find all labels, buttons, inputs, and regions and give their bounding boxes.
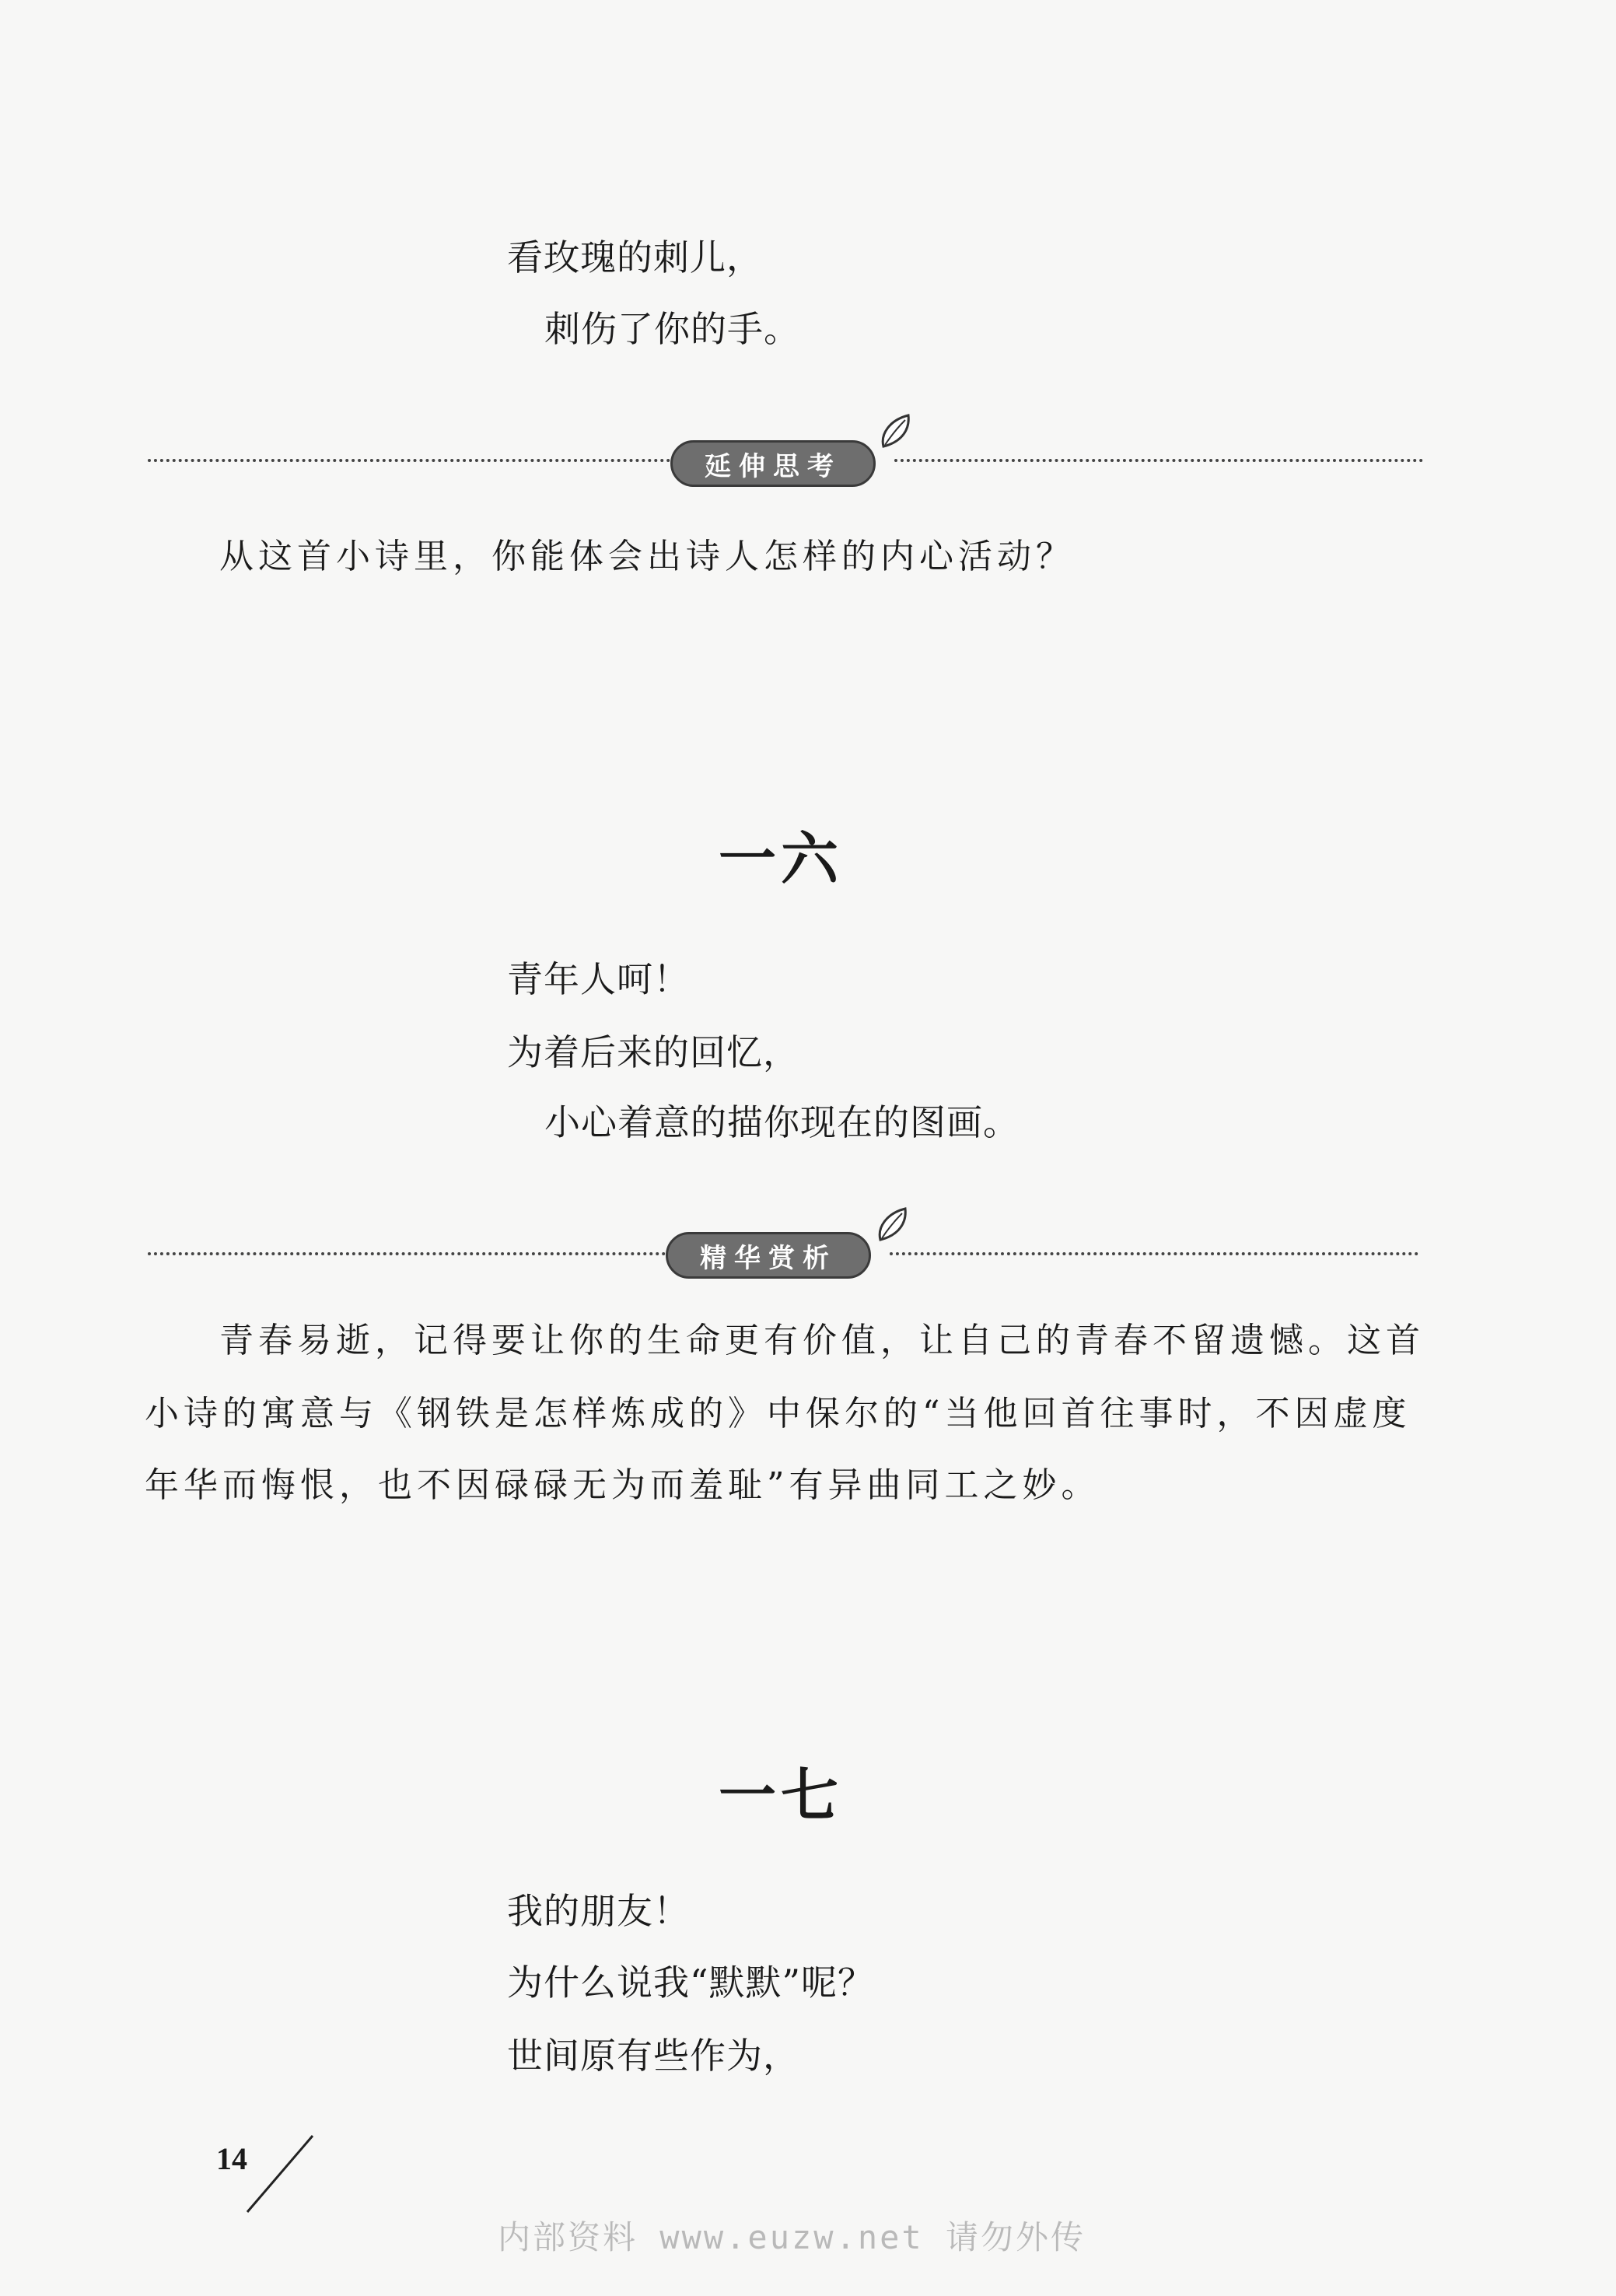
poem-line: 世间原有些作为， (507, 2035, 799, 2077)
analysis-line: 小诗的寓意与《钢铁是怎样炼成的》中保尔的“当他回首往事时，不因虚度 (145, 1394, 1411, 1433)
poem-heading: 一六 (719, 826, 843, 893)
analysis-line: 青春易逝，记得要让你的生命更有价值，让自己的青春不留遗憾。这首 (219, 1321, 1425, 1360)
dotted-divider (148, 1252, 666, 1255)
poem-line: 为什么说我“默默”呢？ (507, 1962, 875, 2004)
dotted-divider (890, 1252, 1418, 1255)
poem-line: 青年人呵！ (507, 958, 690, 1000)
section-badge: 延伸思考 (670, 440, 876, 487)
poem-line: 刺伤了你的手。 (544, 308, 800, 350)
page-slash-decoration (241, 2131, 319, 2217)
question-text: 从这首小诗里，你能体会出诗人怎样的内心活动？ (219, 537, 1075, 576)
section-badge: 精华赏析 (666, 1232, 871, 1279)
dotted-divider (894, 459, 1423, 462)
watermark: 内部资料 www.euzw.net 请勿外传 (498, 2218, 1086, 2256)
leaf-icon (876, 1206, 910, 1244)
page-number: 14 (216, 2141, 247, 2176)
poem-line: 小心着意的描你现在的图画。 (544, 1101, 1020, 1143)
poem-line: 我的朋友！ (507, 1890, 690, 1932)
analysis-line: 年华而悔恨，也不因碌碌无为而羞耻”有异曲同工之妙。 (145, 1465, 1100, 1505)
leaf-icon (879, 412, 913, 451)
poem-line: 为着后来的回忆， (507, 1031, 799, 1073)
poem-heading: 一七 (719, 1762, 843, 1829)
dotted-divider (148, 459, 670, 462)
poem-line: 看玫瑰的刺儿， (507, 236, 763, 278)
